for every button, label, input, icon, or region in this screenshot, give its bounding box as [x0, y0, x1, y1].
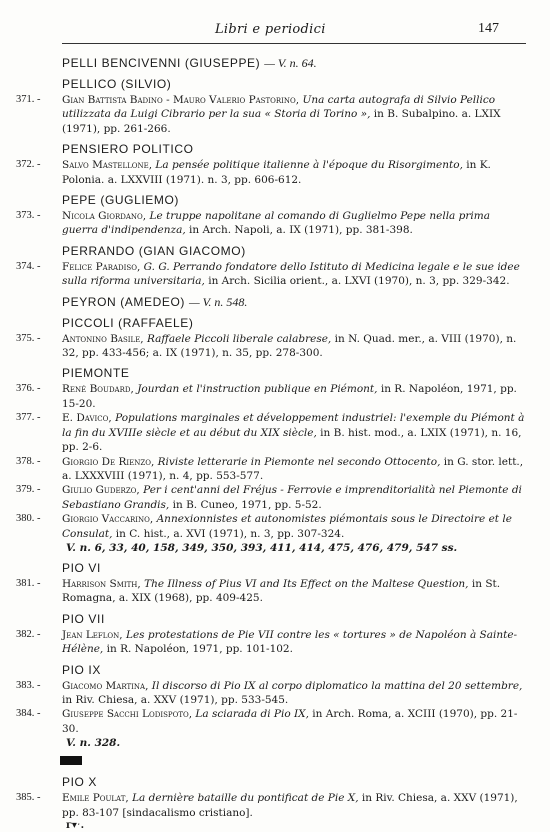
bibliography-entry	[16, 158, 526, 187]
running-title: Libri e periodici	[215, 22, 326, 37]
cross-reference-list: V. n. 6, 33, 40, 158, 349, 350, 393, 411, 414, 475, 476, 479, 547 ss.	[66, 541, 458, 554]
entry-citation: in Arch. Sicilia orient., a. LXVI (1970), n. 3, pp. 329-342.	[208, 275, 510, 288]
cross-reference: — V. n. 64.	[264, 56, 317, 70]
section-heading: PENSIERO POLITICO	[62, 142, 194, 157]
entry-author: Giorgio Vaccarino,	[62, 513, 154, 526]
entry-number: 374. -	[16, 260, 41, 272]
section-pepe	[0, 193, 550, 238]
section-pellico	[0, 77, 550, 136]
entry-title: Raffaele Piccoli liberale calabrese,	[146, 332, 332, 345]
entry-title: La pensée politique italienne à l'époque du Risorgimento,	[155, 159, 463, 172]
section-piccoli	[0, 316, 550, 361]
section-pio-vi	[0, 561, 550, 606]
entry-citation: in G. stor. lett., a. LXXXVIII (1971), n. 4, pp. 553-577.	[62, 455, 524, 482]
entry-number: 384. -	[16, 708, 41, 720]
entry-citation: in Riv. Chiesa, a. XXV (1971), pp. 83-107 [sindacalismo cristiano].	[62, 792, 518, 819]
entry-author: Giuseppe Sacchi Lodispoto,	[62, 708, 193, 721]
running-header	[0, 12, 550, 46]
entry-citation: in Arch. Napoli, a. IX (1971), pp. 381-398.	[189, 224, 413, 237]
entry-citation: in C. hist., a. XVI (1971), n. 3, pp. 307-324.	[115, 527, 345, 540]
entry-citation: in St. Romagna, a. XIX (1968), pp. 409-425.	[62, 577, 501, 605]
section-heading: PEPE (GUGLIEMO)	[62, 193, 180, 208]
entry-citation: in N. Quad. mer., a. VIII (1970), n. 32, pp. 433-456; a. IX (1971), n. 35, pp. 278-300.	[62, 332, 517, 360]
entry-author: René Boudard,	[62, 383, 134, 396]
entry-title: Les protestations de Pie VII contre les « tortures » de Napoléon à Sainte-Hélène,	[62, 628, 518, 656]
bibliography-entry	[16, 209, 526, 238]
entry-author: Harrison Smith,	[62, 577, 141, 590]
entry-title: La dernière bataille du pontificat de Pie X,	[132, 792, 359, 805]
bibliography-entry	[16, 93, 526, 136]
entry-citation: in R. Napoléon, 1971, pp. 15-20.	[62, 383, 517, 410]
entry-title: Le truppe napolitane al comando di Guglielmo Pepe nella prima guerra d'indipendenza,	[62, 210, 490, 237]
entry-title: La sciarada di Pio IX,	[195, 708, 309, 721]
entry-title: Jourdan et l'instruction publique en Piémont,	[137, 383, 378, 396]
cross-reference: — V. n. 548.	[188, 294, 248, 309]
entry-author: Salvo Mastellone,	[62, 159, 153, 172]
section-pelli	[0, 56, 550, 71]
entry-author: Gian Battista Badino - Mauro Valerio Pastorino,	[62, 94, 300, 106]
entry-citation: in B. Cuneo, 1971, pp. 5-52.	[172, 498, 322, 511]
entry-number: 377. -	[16, 412, 41, 424]
bibliography-entry	[16, 707, 526, 736]
section-heading: PIO IX	[62, 662, 101, 677]
redaction-mark	[60, 756, 82, 765]
section-heading: PEYRON (AMEDEO) — V. n. 548.	[62, 294, 248, 309]
entry-number: 383. -	[16, 679, 41, 691]
entry-title: Per i cent'anni del Fréjus - Ferrovie e imprenditorialità nel Piemonte di Sebastiano Grandis,	[62, 484, 522, 511]
entry-author: Nicola Giordano,	[62, 210, 147, 223]
entry-number: 385. -	[16, 792, 41, 804]
entry-title: Riviste letterarie in Piemonte nel secondo Ottocento,	[157, 455, 441, 468]
entry-number: 376. -	[16, 383, 41, 395]
entry-citation: in K. Polonia. a. LXXVIII (1971). n. 3, pp. 606-612.	[62, 159, 491, 186]
ink-mark	[0, 750, 550, 769]
entry-number: 375. -	[16, 332, 41, 344]
bibliography-entry	[16, 512, 526, 541]
section-piemonte	[0, 366, 550, 554]
entry-title: G. G. Perrando fondatore dello Istituto di Medicina legale e le sue idee sulla riforma universitaria,	[62, 260, 520, 288]
entry-title: Populations marginales et développement industriel: l'exemple du Piémont à la fin du XVIIIe siècle et au début du XIX siècle,	[62, 412, 525, 439]
entry-number: 380. -	[16, 513, 41, 525]
section-heading: PICCOLI (RAFFAELE)	[62, 315, 194, 330]
entry-author: Felice Paradiso,	[62, 260, 141, 273]
header-rule	[62, 43, 526, 44]
section-heading: PIEMONTE	[62, 366, 130, 381]
bibliography-entry	[16, 455, 526, 484]
entry-number: 382. -	[16, 628, 41, 640]
entry-citation: in B. hist. mod., a. LXIX (1971), n. 16, pp. 2-6.	[62, 426, 522, 454]
index-content	[0, 50, 550, 832]
bibliography-entry	[16, 382, 526, 411]
bibliography-entry	[16, 791, 526, 820]
section-heading: PIO VII	[62, 611, 105, 626]
entry-author: Giacomo Martina,	[62, 679, 149, 692]
entry-author: Antonino Basile,	[62, 332, 144, 345]
section-heading: PELLI BENCIVENNI (GIUSEPPE) — V. n. 64.	[62, 56, 317, 70]
entry-author: Emile Poulat,	[62, 792, 129, 805]
entry-title: Una carta autografa di Silvio Pellico utilizzata da Luigi Cibrario per la sua « Storia di Torino »,	[62, 94, 496, 121]
entry-author: E. Davico,	[62, 412, 112, 425]
handwritten-scribble: ᴦ▾ˑ.	[66, 820, 85, 831]
section-heading: PERRANDO (GIAN GIACOMO)	[62, 243, 246, 258]
entry-number: 372. -	[16, 159, 41, 171]
entry-author: Giulio Guderzo,	[62, 484, 140, 497]
section-pio-x	[0, 775, 550, 832]
entry-number: 373. -	[16, 210, 41, 222]
entry-title: Il discorso di Pio IX al corpo diplomatico la mattina del 20 settembre,	[151, 679, 523, 692]
entry-number: 381. -	[16, 577, 41, 589]
entry-citation: in R. Napoléon, 1971, pp. 101-102.	[106, 643, 293, 656]
entry-author: Jean Leflon,	[62, 628, 123, 641]
entry-citation: in Riv. Chiesa, a. XXV (1971), pp. 533-545.	[62, 693, 289, 706]
entry-number: 379. -	[16, 484, 41, 496]
section-pio-ix	[0, 663, 550, 770]
bibliography-entry	[16, 260, 526, 289]
entry-title: The Illness of Pius VI and Its Effect on the Maltese Question,	[144, 577, 469, 590]
section-pensiero	[0, 142, 550, 187]
bibliography-entry	[16, 628, 526, 657]
section-heading: PIO X	[62, 775, 98, 790]
bibliography-entry	[16, 332, 526, 361]
entry-number: 378. -	[16, 455, 41, 467]
section-heading: PELLICO (SILVIO)	[62, 77, 172, 91]
entry-author: Giorgio De Rienzo,	[62, 455, 155, 468]
entry-number: 371. -	[16, 94, 41, 105]
bibliography-entry	[16, 577, 526, 606]
section-peyron	[0, 295, 550, 310]
page-number: 147	[478, 21, 499, 36]
bibliography-entry	[16, 411, 526, 454]
bibliography-entry	[16, 483, 526, 512]
section-heading: PIO VI	[62, 560, 101, 575]
section-pio-vii	[0, 612, 550, 657]
bibliography-entry	[16, 679, 526, 708]
section-perrando	[0, 244, 550, 289]
entry-citation: in B. Subalpino. a. LXIX (1971), pp. 261-266.	[62, 108, 501, 135]
cross-reference-list: V. n. 328.	[66, 737, 121, 750]
entry-citation: in Arch. Roma, a. XCIII (1970), pp. 21-30.	[62, 708, 518, 735]
entry-title: Annexionnistes et autonomistes piémontais sous le Directoire et le Consulat,	[62, 513, 512, 540]
